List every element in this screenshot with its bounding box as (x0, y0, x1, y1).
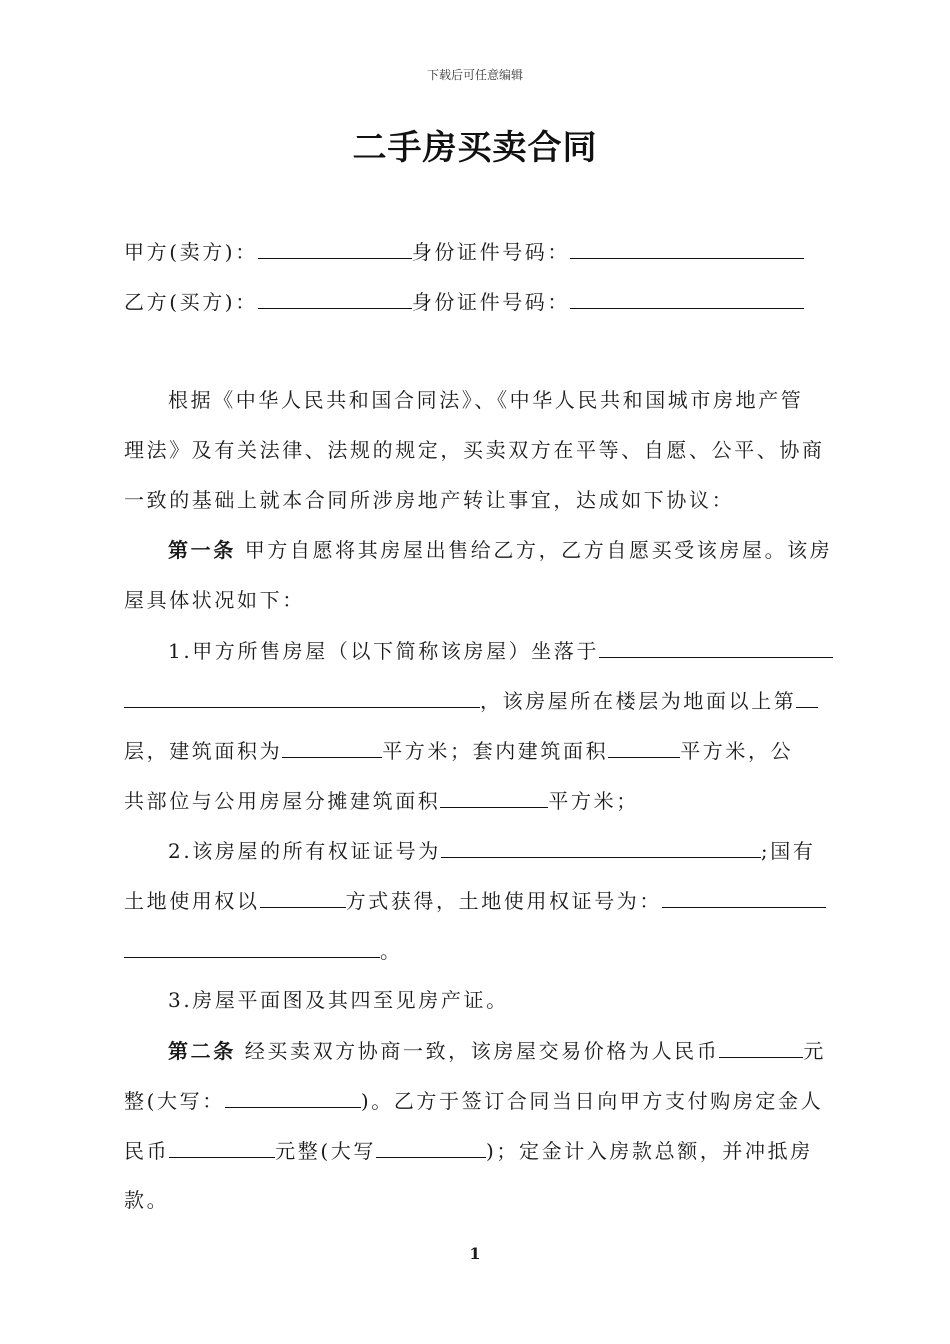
preamble-line-3: 一致的基础上就本合同所涉房地产转让事宜，达成如下协议： (124, 488, 735, 512)
land-cert-blank-2[interactable] (124, 935, 380, 958)
article2-line-1 (168, 1035, 826, 1066)
location-blank-1[interactable] (599, 635, 833, 658)
item1-location-label: 1.甲方所售房屋（以下简称该房屋）坐落于 (168, 639, 600, 663)
land-cert-blank-1[interactable] (662, 885, 826, 908)
deposit-text: )。乙方于签订合同当日向甲方支付购房定金人 (360, 1089, 824, 1113)
item3-line: 3.房屋平面图及其四至见房产证。 (168, 988, 509, 1012)
shared-area-unit: 平方米； (548, 789, 639, 813)
yuan-text: 元 (803, 1039, 826, 1063)
sqm-unit-text: 平方米，公 (680, 739, 794, 763)
land-use-label: 土地使用权以 (124, 889, 260, 913)
article2-line-3 (124, 1135, 813, 1166)
page-number: 1 (469, 1244, 481, 1263)
party-b-id-blank[interactable] (570, 286, 804, 309)
land-acquisition-blank[interactable] (260, 885, 346, 908)
party-a-name-blank[interactable] (258, 236, 412, 259)
state-owned-text: ;国有 (760, 839, 816, 863)
item2-line-a (168, 835, 815, 866)
article2-line-4: 款。 (124, 1188, 170, 1212)
preamble-line-1: 根据《中华人民共和国合同法》、《中华人民共和国城市房地产管 (168, 388, 804, 412)
header-note: 下载后可任意编辑 (426, 68, 523, 82)
item1-line-c (124, 735, 793, 766)
building-area-label: 层，建筑面积为 (124, 739, 283, 763)
building-area-blank[interactable] (282, 735, 382, 758)
deposit-uppercase-blank[interactable] (376, 1135, 486, 1158)
item2-end-mark: 。 (380, 939, 403, 963)
shared-area-label: 共部位与公用房屋分摊建筑面积 (124, 789, 441, 813)
article2-text: 经买卖双方协商一致，该房屋交易价格为人民币 (244, 1039, 720, 1063)
party-b-label: 乙方(买方)： (124, 290, 258, 314)
price-blank[interactable] (719, 1035, 803, 1058)
party-a-id-label: 身份证件号码： (411, 240, 571, 264)
deposit-uppercase-label: 元整(大写 (275, 1139, 377, 1163)
article1-text: 甲方自愿将其房屋出售给乙方，乙方自愿买受该房屋。该房 (244, 538, 833, 562)
location-blank-2[interactable] (124, 685, 480, 708)
article2-line-2 (124, 1085, 823, 1116)
article2-heading: 第二条 (168, 1039, 236, 1063)
shared-area-blank[interactable] (440, 785, 548, 808)
party-b-id-label: 身份证件号码： (411, 290, 571, 314)
land-cert-label: 方式获得，土地使用权证号为： (345, 889, 663, 913)
ownership-cert-blank[interactable] (441, 835, 761, 858)
item1-line-b (124, 685, 818, 716)
article1-line-2: 屋具体状况如下： (124, 588, 305, 612)
item2-line-b (124, 885, 826, 916)
inner-area-label: 平方米；套内建筑面积 (382, 739, 609, 763)
price-uppercase-blank[interactable] (225, 1085, 361, 1108)
party-b-row (124, 286, 804, 317)
price-uppercase-label: 整(大写： (124, 1089, 225, 1113)
party-a-id-blank[interactable] (570, 236, 804, 259)
preamble-line-2: 理法》及有关法律、法规的规定，买卖双方在平等、自愿、公平、协商 (124, 438, 825, 462)
item1-floor-label: ，该房屋所在楼层为地面以上第 (480, 689, 797, 713)
article1-line-1 (168, 535, 832, 565)
party-b-name-blank[interactable] (258, 286, 412, 309)
party-a-label: 甲方(卖方)： (124, 240, 258, 264)
inner-area-blank[interactable] (608, 735, 680, 758)
party-a-row (124, 236, 804, 267)
ownership-cert-label: 2.该房屋的所有权证证号为 (168, 839, 441, 863)
rmb-label: 民币 (124, 1139, 170, 1163)
article1-heading: 第一条 (168, 538, 236, 562)
deposit-amount-blank[interactable] (169, 1135, 275, 1158)
floor-blank[interactable] (796, 685, 818, 708)
document-title: 二手房买卖合同 (352, 128, 598, 168)
item1-line-a (168, 635, 833, 666)
item1-line-d (124, 785, 639, 816)
item2-line-c (124, 935, 403, 966)
deposit-offset-text: )；定金计入房款总额，并冲抵房 (486, 1139, 813, 1163)
